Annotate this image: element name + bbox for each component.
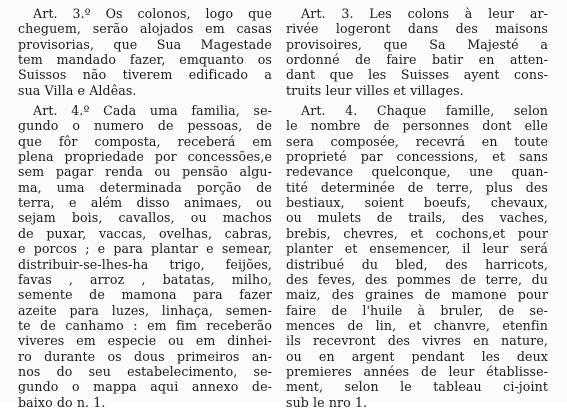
text-line: rivée logeront dans des maisons: [286, 21, 548, 37]
text-line: que fôr composta, receberá em: [18, 133, 272, 149]
text-line: viveres em especie ou em dinhei-: [18, 333, 272, 349]
text-line: ou mulets de trails, des vaches,: [286, 210, 548, 226]
text-line: Art. 3. Les colons à leur ar-: [301, 6, 548, 21]
text-line: te de canhamo : em fim receberão: [18, 317, 272, 333]
text-line: mences de lin, et chanvre, etenfin: [286, 317, 548, 333]
text-line: tité determinée de terre, plus des: [286, 179, 548, 195]
text-line: redevance quelconque, une quan-: [286, 164, 548, 180]
portuguese-column: [18, 6, 272, 410]
text-line: baixo do n. 1.: [18, 394, 106, 410]
text-line: ma, uma determinada porção de: [18, 179, 272, 195]
text-line: nos do seu estabelecimento, se-: [18, 363, 272, 379]
text-line: brebis, chevres, et cochons,et pour: [286, 225, 548, 241]
text-line: sera composée, recevrá en toute: [286, 133, 548, 149]
text-line: des feves, des pommes de terre, du: [286, 271, 548, 287]
text-line: plena propriedade por concessões,e: [18, 149, 272, 165]
text-line: ou en argent pendant les deux: [286, 348, 548, 364]
text-line: distribué du bled, des harricots,: [286, 256, 548, 272]
text-line: de puxar, vaccas, ovelhas, cabras,: [18, 225, 272, 241]
text-line: cheguem, serão alojados em casas: [18, 21, 272, 37]
text-line: gundo o numero de pessoas, de: [18, 118, 272, 134]
text-line: semente de mamona para fazer: [18, 287, 272, 303]
text-line: e porcos ; e para plantar e semear,: [18, 241, 272, 257]
text-line: gundo o mappa aqui annexo de-: [18, 379, 272, 395]
text-line: Art. 4. Chaque famille, selon: [301, 103, 548, 119]
text-line: sub le nro 1.: [286, 394, 368, 410]
text-line: sua Villa e Aldêas.: [18, 82, 137, 98]
text-line: dant que les Suisses ayent cons-: [286, 67, 548, 83]
text-line: provisorias, que Sua Magestade: [18, 36, 272, 52]
text-line: proprieté par concessions, et sans: [286, 149, 548, 165]
text-line: terra, e além disso animaes, ou: [18, 195, 272, 211]
text-line: favas , arroz , batatas, milho,: [18, 271, 272, 287]
text-line: premieres années de leur établisse-: [286, 363, 548, 379]
text-line: ordonné de faire batir en atten-: [286, 52, 548, 68]
text-line: bestiaux, soient boeufs, chevaux,: [286, 195, 548, 211]
text-line: ils recevront des vivres en nature,: [286, 333, 548, 349]
text-line: ment, selon le tableau ci-joint: [286, 379, 548, 395]
article-3-portuguese: [18, 6, 272, 98]
text-line: le nombre de personnes dont elle: [286, 118, 548, 134]
text-line: tem mandado fazer, emquanto os: [18, 52, 272, 68]
article-4-french: [286, 103, 548, 410]
text-line: faire de l'huile à bruler, de se-: [286, 302, 548, 318]
text-line: distribuir-se-lhes-ha trigo, feijões,: [18, 256, 272, 272]
french-column: [286, 6, 548, 410]
text-line: azeite para luzes, linhaça, semen-: [18, 302, 272, 318]
text-line: Art. 4.º Cada uma familia, se-: [33, 103, 272, 119]
text-line: Art. 3.º Os colonos, logo que: [33, 6, 272, 21]
text-line: truits leur villes et villages.: [286, 82, 464, 98]
article-4-portuguese: [18, 103, 272, 410]
text-line: sem pagar renda ou pensão algu-: [18, 164, 272, 180]
text-line: ro durante os dous primeiros an-: [18, 348, 272, 364]
text-line: provisoires, que Sa Majesté a: [286, 36, 548, 52]
text-line: sejam bois, cavallos, ou machos: [18, 210, 272, 226]
text-line: maiz, des graines de mamone pour: [286, 287, 548, 303]
text-line: planter et ensemencer, il leur será: [286, 241, 548, 257]
article-3-french: [286, 6, 548, 98]
text-line: Suissos não tiverem edificado a: [18, 67, 272, 83]
